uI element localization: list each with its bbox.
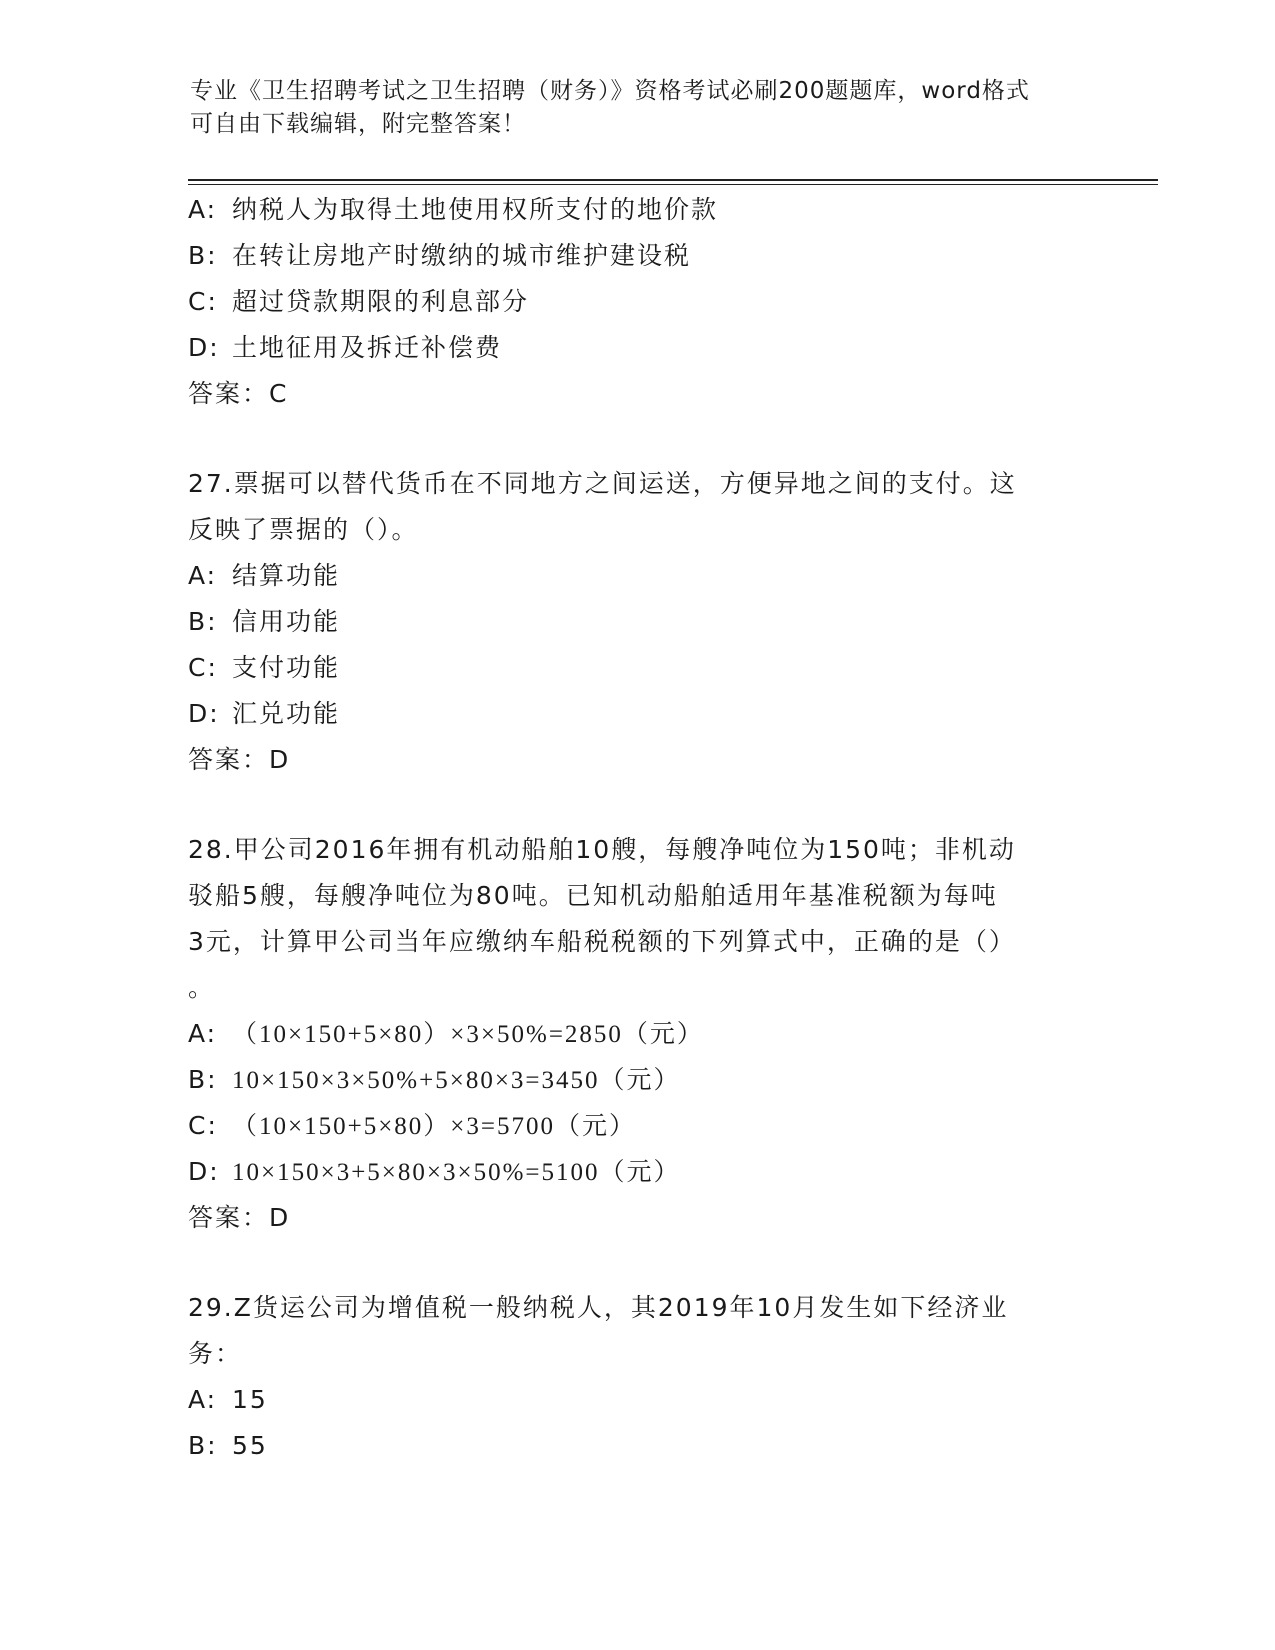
- option-d: [188, 691, 1088, 737]
- option-c: [188, 1103, 1088, 1149]
- option-label: C:: [188, 287, 218, 316]
- option-label: D:: [188, 333, 220, 362]
- option-b: [188, 1057, 1088, 1103]
- option-b: [188, 1423, 1088, 1469]
- option-text: 在转让房地产时缴纳的城市维护建设税: [232, 241, 692, 270]
- answer-line: 答案：D: [188, 745, 291, 774]
- option-text: 超过贷款期限的利息部分: [232, 287, 530, 316]
- option-text: 55: [232, 1431, 268, 1460]
- option-label: B:: [188, 1431, 218, 1460]
- spacer: [188, 783, 1088, 827]
- option-label: A:: [188, 1385, 218, 1414]
- option-text: 纳税人为取得土地使用权所支付的地价款: [232, 195, 719, 224]
- option-text: 10×150×3×50%+5×80×3=3450（元）: [232, 1067, 681, 1094]
- option-label: B:: [188, 607, 218, 636]
- question-stem-line-2: 务：: [188, 1339, 243, 1368]
- question-26: [188, 187, 1088, 417]
- option-text: 10×150×3+5×80×3×50%=5100（元）: [232, 1159, 681, 1186]
- question-28: [188, 827, 1088, 1241]
- question-content: [188, 187, 1088, 1469]
- header-title-line-1: 专业《卫生招聘考试之卫生招聘（财务）》资格考试必刷200题题库，word格式: [190, 78, 1030, 104]
- question-stem-line-1: 29.Z货运公司为增值税一般纳税人，其2019年10月发生如下经济业: [188, 1293, 1009, 1322]
- option-label: A:: [188, 561, 218, 590]
- option-label: C:: [188, 1111, 218, 1140]
- option-a: [188, 1377, 1088, 1423]
- question-stem-line-2: 反映了票据的（）。: [188, 515, 419, 544]
- spacer: [188, 1241, 1088, 1285]
- option-c: [188, 645, 1088, 691]
- option-a: [188, 1011, 1088, 1057]
- option-text: 15: [232, 1385, 268, 1414]
- question-stem-line-1: 28.甲公司2016年拥有机动船舶10艘，每艘净吨位为150吨；非机动: [188, 835, 1016, 864]
- answer-line: 答案：C: [188, 379, 289, 408]
- option-label: B:: [188, 1065, 218, 1094]
- header-title-line-2: 可自由下载编辑，附完整答案！: [190, 111, 526, 137]
- option-label: D:: [188, 699, 220, 728]
- question-27: [188, 461, 1088, 783]
- option-label: B:: [188, 241, 218, 270]
- header-rule-thick: [188, 179, 1158, 181]
- question-stem-line-2: 驳船5艘，每艘净吨位为80吨。已知机动船舶适用年基准税额为每吨: [188, 881, 998, 910]
- option-label: D:: [188, 1157, 220, 1186]
- option-d: [188, 325, 1088, 371]
- option-text: 土地征用及拆迁补偿费: [232, 333, 503, 362]
- option-a: [188, 553, 1088, 599]
- option-text: 结算功能: [232, 561, 341, 590]
- document-header: [190, 75, 1090, 141]
- option-d: [188, 1149, 1088, 1195]
- option-text: （10×150+5×80）×3=5700（元）: [232, 1113, 636, 1140]
- option-a: [188, 187, 1088, 233]
- spacer: [188, 417, 1088, 461]
- answer-line: 答案：D: [188, 1203, 291, 1232]
- option-text: 支付功能: [232, 653, 341, 682]
- question-29: [188, 1285, 1088, 1469]
- option-b: [188, 233, 1088, 279]
- option-c: [188, 279, 1088, 325]
- option-b: [188, 599, 1088, 645]
- header-rule-thin: [188, 184, 1158, 185]
- option-label: C:: [188, 653, 218, 682]
- option-label: A:: [188, 195, 218, 224]
- option-text: 信用功能: [232, 607, 341, 636]
- question-stem-line-3: 3元，计算甲公司当年应缴纳车船税税额的下列算式中，正确的是（）: [188, 927, 1016, 956]
- option-label: A:: [188, 1019, 218, 1048]
- question-stem-line-4: 。: [188, 973, 216, 1002]
- option-text: （10×150+5×80）×3×50%=2850（元）: [232, 1021, 704, 1048]
- question-stem-line-1: 27.票据可以替代货币在不同地方之间运送，方便异地之间的支付。这: [188, 469, 1017, 498]
- option-text: 汇兑功能: [232, 699, 341, 728]
